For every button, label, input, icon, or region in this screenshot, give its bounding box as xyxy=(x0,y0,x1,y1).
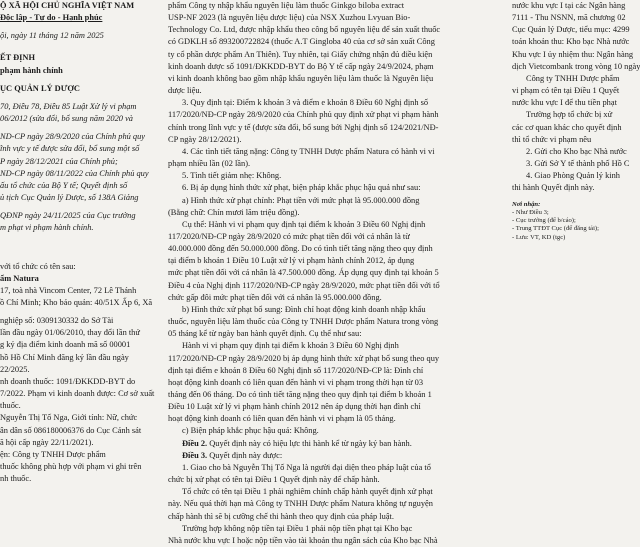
middle-text-line: có GDKLH số 893200722824 (thuốc A.T Gingloba 40 của cơ sở sản xuất Công xyxy=(168,37,435,47)
left-text-line: ẾT ĐỊNH xyxy=(0,53,35,63)
middle-text-line: 117/2020/NĐ-CP ngày 28/9/2020 của Chính phủ quy định xử phạt vi phạm hành xyxy=(168,110,439,120)
left-text-line: với tổ chức có tên sau: xyxy=(0,261,76,271)
left-text-line: Nguyễn Thị Tố Nga, Giới tính: Nữ, chức xyxy=(0,413,138,423)
left-text-line: g ký địa điểm kinh doanh mã số 00001 xyxy=(0,340,131,350)
left-text-line: nghiệp số: 0309130332 do Sở Tài xyxy=(0,316,114,326)
middle-text-line: 117/2020/NĐ-CP ngày 28/9/2020 bị áp dụng hình thức xử phạt bổ sung theo quy xyxy=(168,353,440,363)
left-text-line: phạm hành chính xyxy=(0,65,63,75)
right-text-line: 2. Gửi cho Kho bạc Nhà nước xyxy=(526,146,627,156)
middle-column xyxy=(168,0,507,545)
middle-text-line: Tổ chức có tên tại Điều 1 phải nghiêm chỉnh chấp hành quyết định xử phạt xyxy=(182,487,433,497)
middle-text-line: định tại điểm e khoản 8 Điều 60 Nghị định số 117/2020/NĐ-CP là: Đình chỉ xyxy=(168,365,424,375)
right-text-line: 7111 - Thu NSNN, mã chương 02 xyxy=(512,13,626,23)
left-spacer xyxy=(0,245,163,255)
middle-text-line: Hành vi vi phạm quy định tại điểm k khoản 3 Điều 60 Nghị định xyxy=(182,341,399,351)
middle-text-line: Điều 10 Luật xử lý vi phạm hành chính 2012 nên áp dụng thời hạn đình chỉ xyxy=(168,402,421,412)
middle-text-line: 117/2020/NĐ-CP ngày 28/9/2020 có mức phạt tiền đối với cá nhân là từ xyxy=(168,231,410,241)
left-text-line: lần đầu ngày 01/06/2010, thay đổi lần thứ xyxy=(0,328,140,338)
left-text-line: nh thuốc. xyxy=(0,474,32,484)
left-text-line: hồ Hồ Chí Minh đăng ký lần đầu ngày xyxy=(0,352,129,362)
middle-text-line: chức bị xử phạt có tên tại Điều 1 Quyết định này để chấp hành. xyxy=(168,475,380,485)
middle-text-line: 05 tháng kể từ ngày ban hành quyết định. Cụ thể như sau: xyxy=(168,329,362,339)
left-column xyxy=(0,0,163,484)
middle-text-line: hoạt động kinh doanh có liên quan đến hành vi vi phạm là 05 tháng. xyxy=(168,414,396,424)
right-text-line: 4. Giao Phòng Quản lý kinh xyxy=(526,171,620,181)
middle-text-line: vi kinh doanh không bao gồm nhập khẩu nguyên liệu làm thuốc là Nguyên liệu xyxy=(168,73,434,83)
right-column xyxy=(512,0,640,400)
middle-text-line: Trường hợp không nộp tiền tại Điều 1 phải nộp tiền phạt tại Kho bạc xyxy=(182,523,413,533)
middle-text-line: phạm nhiều lần (02 lần). xyxy=(168,159,251,169)
left-text-line: QĐNP ngày 24/11/2025 của Cục trưởng xyxy=(0,211,136,221)
middle-text-line: 40.000.000 đồng đến 50.000.000 đồng. Do có tình tiết tăng nặng theo quy định xyxy=(168,244,433,254)
left-text-line: ĩnh vực y tế được sửa đổi, bổ sung một số xyxy=(0,144,140,154)
middle-text-line: kinh doanh dược số 1091/ĐKKDD-BYT do Bộ Y tế cấp ngày 24/9/2024, phạm xyxy=(168,61,434,71)
right-text-line: Nơi nhận: xyxy=(512,200,541,208)
middle-text-line: c) Biện pháp khắc phục hậu quả: Không. xyxy=(182,426,319,436)
middle-text-line: Technology Co. Ltd, được nhập khẩu theo công bố nguyên liệu để sản xuất thuốc xyxy=(168,25,441,35)
left-text-line: ấu tổ chức của Bộ Y tế; Quyết định số xyxy=(0,180,128,190)
middle-text-line: Cụ thể: Hành vi vi phạm quy định tại điểm k khoản 3 Điều 60 Nghị định xyxy=(182,219,426,229)
left-text-line: ND-CP ngày 28/9/2020 của Chính phủ quy xyxy=(0,132,146,142)
left-text-line: ND-CP ngày 08/11/2022 của Chính phủ quy xyxy=(0,168,149,178)
right-text-line: nước khu vực I để thu tiền phạt xyxy=(512,98,617,108)
left-text-line: ân dân số 086180006376 do Cục Cảnh sát xyxy=(0,425,142,435)
right-text-line: vi phạm có tên tại Điều 1 Quyết xyxy=(512,86,620,96)
left-text-line: thuốc. xyxy=(0,401,21,411)
right-text-line: thi hành Quyết định này. xyxy=(512,183,595,193)
left-text-line: 17, toà nhà Vincom Center, 72 Lê Thánh xyxy=(0,285,137,295)
right-text-line: Công ty TNHH Dược phẩm xyxy=(526,73,620,83)
middle-text-line: Nhà nước khu vực I hoặc nộp tiền vào tài khoản thu ngân sách của Kho bạc Nhà xyxy=(168,535,438,545)
right-text-line: 3. Gửi Sở Y tế thành phố Hồ C xyxy=(526,159,630,169)
right-text-line: Cục Quản lý Dược, tiểu mục: 4299 xyxy=(512,25,630,35)
middle-text-line: chấp hành thì sẽ bị cưỡng chế thi hành theo quy định của pháp luật. xyxy=(168,511,394,521)
left-text-line: ện: Công ty TNHH Dược phẩm xyxy=(0,449,106,459)
left-spacer xyxy=(0,235,163,245)
middle-text-line: 5. Tình tiết giảm nhẹ: Không. xyxy=(182,171,282,181)
left-text-line: 06/2012 (sửa đổi, bổ sung năm 2020 và xyxy=(0,114,133,124)
left-text-line: nh doanh thuốc: 1091/ĐKKDD-BYT do xyxy=(0,376,136,386)
middle-text-line: tháng đến 06 tháng. Do có tình tiết tăng nặng theo quy định tại điểm b khoản 1 xyxy=(168,390,432,399)
middle-text-line: phẩm Công ty nhập khẩu nguyên liệu làm thuốc Ginkgo biloba extract xyxy=(168,1,405,10)
middle-text-line: mức phạt tiền đối với cá nhân là 47.500.000 đồng. Áp dụng quy định tại khoản 5 xyxy=(168,268,439,278)
left-text-line: thuốc không phù hợp với phạm vi ghi trên xyxy=(0,462,142,471)
right-text-line: dịch Vietcombank trong vòng 10 ngày xyxy=(512,61,640,71)
middle-text-line: (Bằng chữ: Chín mươi lăm triệu đồng). xyxy=(168,207,300,217)
middle-text-line: 4. Các tình tiết tăng nặng: Công ty TNHH Dược phẩm Natura có hành vi vi xyxy=(182,146,435,156)
right-text-line: - Cục trưởng (để b/cáo); xyxy=(512,217,576,225)
left-text-line: P ngày 28/12/2021 của Chính phủ; xyxy=(0,156,118,166)
middle-text-line: 3. Quy định tại: Điểm k khoản 3 và điểm e khoản 8 Điều 60 Nghị định số xyxy=(182,98,429,108)
middle-text-line: Điều 2. Quyết định này có hiệu lực thi hành kể từ ngày ký ban hành. xyxy=(182,438,412,448)
right-text-line: Khu vực I ủy nhiệm thu: Ngân hàng xyxy=(512,49,634,59)
middle-text-line: 1. Giao cho bà Nguyễn Thị Tố Nga là người đại diện theo pháp luật của tổ xyxy=(182,462,431,472)
middle-text-line: CP ngày 28/12/2021). xyxy=(168,134,242,144)
middle-text-line: USP-NF 2023 (là nguyên liệu dược liệu) của NSX Xuzhou Lvyuan Bio- xyxy=(168,13,411,23)
middle-text-line: Điều 3. Quyết định này được: xyxy=(182,450,283,460)
middle-text-line: chính trong lĩnh vực y tế (được sửa đổi, bổ sung bởi Nghị định số 124/2021/NĐ- xyxy=(168,122,439,132)
middle-text-line: ty cổ phần dược phẩm An Thiên). Tuy nhiên, tại Giấy chứng nhận đủ điều kiện xyxy=(168,49,433,59)
left-text-line: ủ tịch Cục Quản lý Dược, số 138A Giảng xyxy=(0,193,139,203)
left-text-line: m phạt vi phạm hành chính. xyxy=(0,223,94,233)
right-text-line: - Như Điều 3; xyxy=(512,208,549,216)
right-text-line: toán khoản thu: Kho bạc Nhà nước xyxy=(512,37,630,47)
right-text-line: thì tổ chức vi phạm nêu xyxy=(512,134,592,144)
middle-text-line: này. Nếu quá thời hạn mà Công ty TNHH Dược phẩm Natura không tự nguyện xyxy=(168,499,433,509)
left-text-line: ội, ngày 11 tháng 12 năm 2025 xyxy=(0,31,104,41)
left-text-line: ỤC QUẢN LÝ DƯỢC xyxy=(0,83,80,93)
left-text-line: ẩm Natura xyxy=(0,273,39,283)
right-text-line: - Trung TTĐT Cục (để đăng tải); xyxy=(512,225,599,233)
right-text-line: nước khu vực I tại các Ngân hàng xyxy=(512,1,626,10)
left-text-line: Độc lập - Tự do - Hạnh phúc xyxy=(0,13,103,23)
left-text-line: 22/2025. xyxy=(0,364,30,374)
middle-text-line: chức gấp đôi mức phạt tiền đối với cá nhân là 95.000.000 đồng. xyxy=(168,292,382,302)
left-text-line: 70, Điều 78, Điều 85 Luật Xử lý vi phạm xyxy=(0,101,137,111)
middle-text-line: a) Hình thức xử phạt chính: Phạt tiền với mức phạt là 95.000.000 đồng xyxy=(182,195,420,205)
left-text-line: 7/2022. Phạm vi kinh doanh được: Cơ sở xuất xyxy=(0,389,155,399)
middle-text-line: Điều 4 của Nghị định 117/2020/NĐ-CP ngày 28/9/2020, mức phạt tiền đối với tổ xyxy=(168,280,440,290)
middle-text-line: b) Hình thức xử phạt bổ sung: Đình chỉ hoạt động kinh doanh nhập khẩu xyxy=(182,304,426,314)
left-spacer xyxy=(0,42,163,52)
left-text-line: ồ Chí Minh; Kho bảo quản: 40/51X Ấp 6, Xã xyxy=(0,297,153,307)
middle-text-line: thuốc, nguyên liệu làm thuốc của Công ty TNHH Dược phẩm Natura trong vòng xyxy=(168,317,439,327)
middle-text-line: hoạt động kinh doanh có liên quan đến hành vi vi phạm trong thời hạn từ 03 xyxy=(168,377,424,387)
middle-text-line: dược liệu. xyxy=(168,86,202,96)
right-text-line: các cơ quan khác cho quyết định xyxy=(512,122,622,132)
middle-text-line: 6. Bị áp dụng hình thức xử phạt, biện pháp khắc phục hậu quả như sau: xyxy=(182,183,421,193)
left-text-line: Ộ XÃ HỘI CHỦ NGHĨA VIỆT NAM xyxy=(0,1,135,10)
middle-text-line: tại điểm b khoản 1 Điều 10 Luật xử lý vi phạm hành chính 2012, áp dụng xyxy=(168,256,415,266)
right-text-line: - Lưu: VT, KD (tgc) xyxy=(512,233,566,241)
left-text-line: ã hội cấp ngày 22/11/2021). xyxy=(0,437,94,447)
right-text-line: Trường hợp tổ chức bị xử xyxy=(526,110,613,120)
